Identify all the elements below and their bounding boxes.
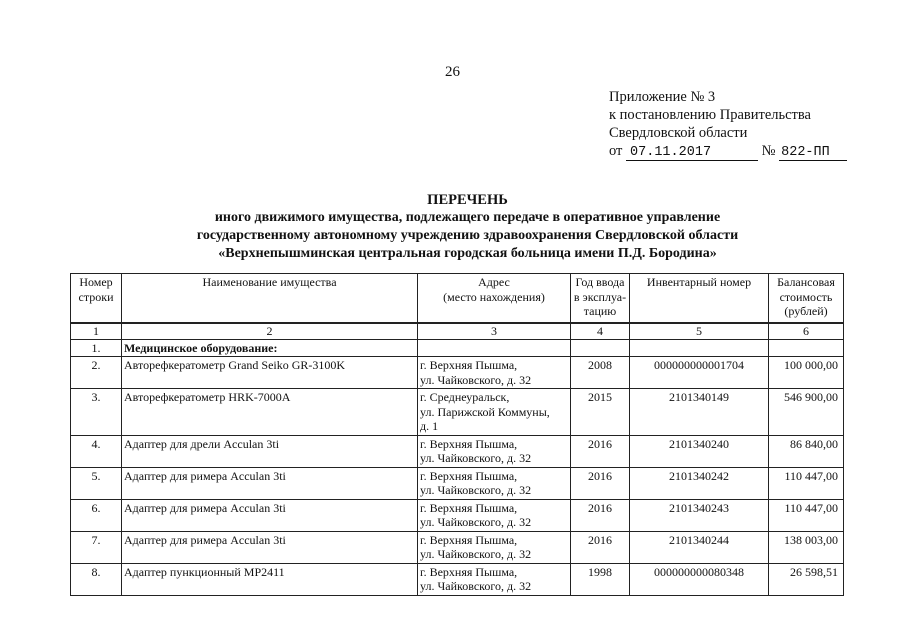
appendix-date: 07.11.2017 bbox=[626, 146, 758, 161]
address-line: д. 1 bbox=[420, 419, 439, 433]
header-year bbox=[571, 274, 630, 324]
column-number-cell: 6 bbox=[769, 323, 844, 339]
item-name-cell: Медицинское оборудование: bbox=[122, 339, 418, 357]
column-number-row bbox=[71, 323, 844, 339]
appendix-label: Приложение № 3 bbox=[609, 89, 716, 105]
column-number-cell: 5 bbox=[630, 323, 769, 339]
column-number-cell: 2 bbox=[122, 323, 418, 339]
header-text-line: строки bbox=[78, 289, 114, 304]
item-name-cell: Адаптер для римера Acculan 3ti bbox=[122, 499, 418, 531]
column-number-cell: 3 bbox=[418, 323, 571, 339]
appendix-decree: к постановлению Правительства bbox=[609, 107, 811, 123]
row-number-cell: 3. bbox=[71, 389, 122, 436]
item-name-cell: Авторефкератометр Grand Seiko GR-3100K bbox=[122, 357, 418, 389]
table-row bbox=[71, 467, 844, 499]
header-balance-value bbox=[769, 274, 844, 324]
property-table bbox=[70, 273, 844, 596]
appendix-number-sign: № bbox=[761, 143, 776, 159]
inventory-number-cell: 2101340240 bbox=[630, 435, 769, 467]
header-text-line: Наименование имущества bbox=[202, 275, 337, 289]
row-number-cell: 6. bbox=[71, 499, 122, 531]
header-text-line: Номер bbox=[79, 275, 113, 289]
address-cell bbox=[418, 357, 571, 389]
section-row bbox=[71, 339, 844, 357]
row-number-cell: 5. bbox=[71, 467, 122, 499]
balance-value-cell: 546 900,00 bbox=[769, 389, 844, 436]
header-text-line: стоимость bbox=[779, 289, 833, 304]
column-number-cell: 1 bbox=[71, 323, 122, 339]
address-line: ул. Чайковского, д. 32 bbox=[420, 579, 532, 593]
appendix-region: Свердловской области bbox=[609, 125, 748, 141]
balance-value-cell: 110 447,00 bbox=[769, 499, 844, 531]
address-line: г. Среднеуральск, bbox=[420, 390, 510, 404]
column-number-cell: 4 bbox=[571, 323, 630, 339]
page-number: 26 bbox=[445, 64, 460, 80]
address-cell bbox=[418, 389, 571, 436]
header-text-line: Адрес bbox=[478, 275, 510, 289]
year-cell: 2016 bbox=[571, 435, 630, 467]
header-inventory-number bbox=[630, 274, 769, 324]
row-number-cell: 2. bbox=[71, 357, 122, 389]
inventory-number-cell: 2101340242 bbox=[630, 467, 769, 499]
title-line-3: «Верхнепышминская центральная городская больница имени П.Д. Бородина» bbox=[218, 246, 717, 261]
row-number-cell: 8. bbox=[71, 563, 122, 595]
table-header-row bbox=[71, 274, 844, 324]
header-item-name bbox=[122, 274, 418, 324]
table-body bbox=[71, 339, 844, 595]
document-title bbox=[0, 191, 905, 263]
item-name-cell: Адаптер для римера Acculan 3ti bbox=[122, 467, 418, 499]
appendix-from-label: от bbox=[609, 143, 623, 159]
table-row bbox=[71, 435, 844, 467]
row-number-cell: 4. bbox=[71, 435, 122, 467]
title-line-2: государственному автономному учреждению здравоохранения Свердловской области bbox=[196, 228, 739, 243]
address-cell bbox=[418, 435, 571, 467]
year-cell: 2016 bbox=[571, 531, 630, 563]
table-row bbox=[71, 563, 844, 595]
address-line: ул. Чайковского, д. 32 bbox=[420, 451, 532, 465]
header-text-line: Инвентарный номер bbox=[646, 275, 752, 289]
address-cell bbox=[418, 531, 571, 563]
header-text-line: (рублей) bbox=[784, 304, 828, 318]
appendix-number: 822-ПП bbox=[779, 146, 847, 161]
year-cell: 2008 bbox=[571, 357, 630, 389]
balance-value-cell: 86 840,00 bbox=[769, 435, 844, 467]
item-name-cell: Адаптер для дрели Acculan 3ti bbox=[122, 435, 418, 467]
inventory-number-cell: 2101340244 bbox=[630, 531, 769, 563]
year-cell: 2016 bbox=[571, 499, 630, 531]
address-line: г. Верхняя Пышма, bbox=[420, 500, 518, 515]
header-text-line: Балансовая bbox=[777, 275, 835, 289]
address-line: ул. Чайковского, д. 32 bbox=[420, 515, 532, 529]
year-cell bbox=[571, 339, 630, 357]
header-text-line: Год ввода bbox=[575, 275, 625, 289]
table-row bbox=[71, 389, 844, 436]
balance-value-cell: 26 598,51 bbox=[769, 563, 844, 595]
year-cell: 2016 bbox=[571, 467, 630, 499]
address-line: г. Верхняя Пышма, bbox=[420, 468, 518, 483]
header-text-line: тацию bbox=[583, 304, 617, 318]
header-text-line: в эксплуа- bbox=[573, 289, 627, 304]
address-line: ул. Парижской Коммуны, bbox=[420, 404, 550, 419]
address-line: ул. Чайковского, д. 32 bbox=[420, 483, 532, 497]
address-line: ул. Чайковского, д. 32 bbox=[420, 372, 532, 387]
address-line: г. Верхняя Пышма, bbox=[420, 564, 518, 579]
inventory-number-cell bbox=[630, 339, 769, 357]
inventory-number-cell: 000000000080348 bbox=[630, 563, 769, 595]
balance-value-cell: 100 000,00 bbox=[769, 357, 844, 389]
appendix-date-line bbox=[609, 142, 847, 161]
table-row bbox=[71, 531, 844, 563]
address-cell bbox=[418, 563, 571, 595]
row-number-cell: 7. bbox=[71, 531, 122, 563]
inventory-number-cell: 2101340149 bbox=[630, 389, 769, 436]
header-text-line: (место нахождения) bbox=[443, 289, 545, 304]
item-name-cell: Адаптер для римера Acculan 3ti bbox=[122, 531, 418, 563]
appendix-header bbox=[609, 88, 847, 161]
address-line: г. Верхняя Пышма, bbox=[420, 436, 518, 451]
address-cell bbox=[418, 339, 571, 357]
row-number-cell: 1. bbox=[71, 339, 122, 357]
balance-value-cell: 110 447,00 bbox=[769, 467, 844, 499]
address-line: ул. Чайковского, д. 32 bbox=[420, 547, 532, 561]
inventory-number-cell: 2101340243 bbox=[630, 499, 769, 531]
address-line: г. Верхняя Пышма, bbox=[420, 358, 518, 372]
title-heading: ПЕРЕЧЕНЬ bbox=[427, 192, 508, 208]
balance-value-cell: 138 003,00 bbox=[769, 531, 844, 563]
header-address bbox=[418, 274, 571, 324]
year-cell: 2015 bbox=[571, 389, 630, 436]
address-line: г. Верхняя Пышма, bbox=[420, 532, 518, 547]
inventory-number-cell: 000000000001704 bbox=[630, 357, 769, 389]
balance-value-cell bbox=[769, 339, 844, 357]
address-cell bbox=[418, 467, 571, 499]
table-row bbox=[71, 499, 844, 531]
item-name-cell: Авторефкератометр HRK-7000A bbox=[122, 389, 418, 436]
year-cell: 1998 bbox=[571, 563, 630, 595]
table-row bbox=[71, 357, 844, 389]
address-cell bbox=[418, 499, 571, 531]
item-name-cell: Адаптер пункционный MP2411 bbox=[122, 563, 418, 595]
title-line-1: иного движимого имущества, подлежащего передаче в оперативное управление bbox=[214, 210, 721, 225]
header-row-number bbox=[71, 274, 122, 324]
